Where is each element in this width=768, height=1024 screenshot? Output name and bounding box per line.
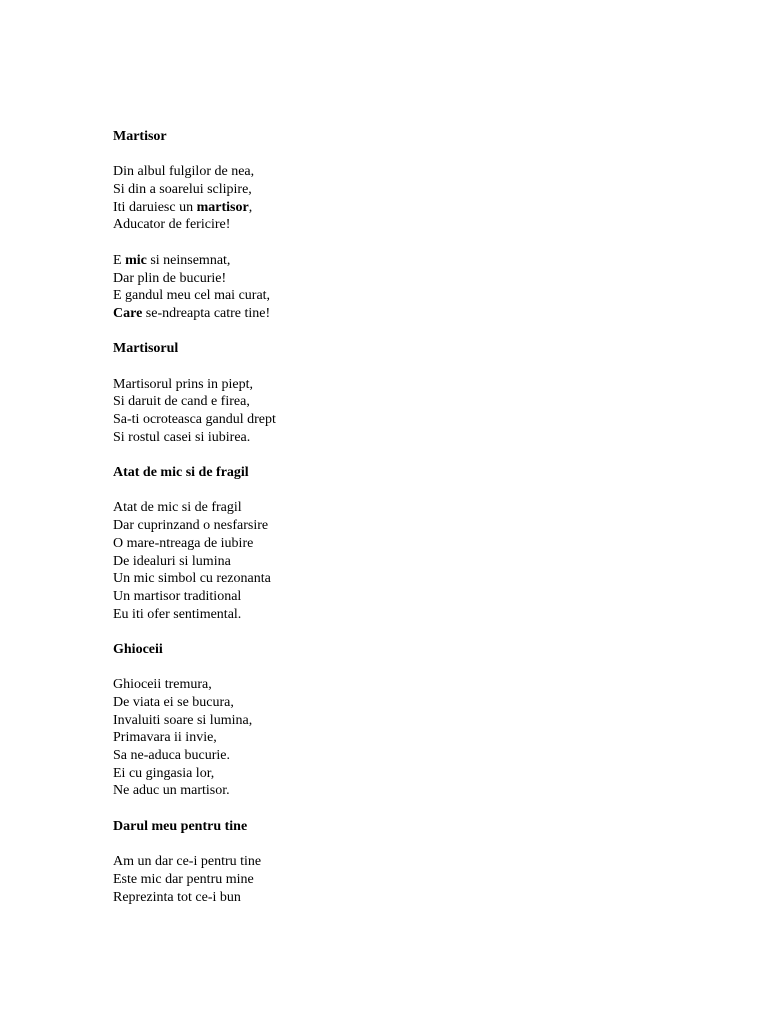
verse-text: Primavara ii invie, [113,730,217,746]
verse-line [113,747,673,765]
verse-line [113,181,673,199]
verse-text: Eu iti ofer sentimental. [113,606,242,622]
verse-text: , [248,199,253,215]
verse-text: De viata ei se bucura, [113,695,234,710]
verse-text: Sa-ti ocroteasca gandul drept [113,412,276,427]
verse-text: Sa ne-aduca bucurie. [113,748,230,764]
verse-text: se-ndreapta catre tine! [142,305,271,321]
verse-line [113,287,673,305]
verse-line [113,588,673,606]
verse-text: Iti daruiesc un [113,199,197,215]
verse-text: Ghioceii tremura, [113,677,212,693]
verse-text: Ne aduc un martisor. [113,783,230,799]
blank-line [113,623,673,641]
verse-line [113,729,673,747]
stanza [113,499,673,623]
verse-text: Ei cu gingasia lor, [113,765,215,781]
poem [113,128,673,323]
verse-line [113,694,673,712]
poem-title: Darul meu pentru tine [113,818,248,834]
verse-text: Un mic simbol cu rezonanta [113,571,271,587]
verse-text: Si rostul casei si iubirea. [113,429,251,445]
verse-text: Reprezinta tot ce-i bun [113,889,241,905]
poem-title: Atat de mic si de fragil [113,465,249,481]
verse-text: Si din a soarelui sclipire, [113,182,252,198]
stanza [113,163,673,234]
verse-line [113,252,673,270]
verse-line [113,871,673,889]
stanza [113,853,673,906]
verse-line [113,606,673,624]
poem [113,641,673,800]
stanza [113,252,673,323]
verse-text: Martisorul prins in piept, [113,376,253,392]
verse-text: si neinsemnat, [146,252,231,268]
verse-line [113,499,673,517]
verse-line [113,782,673,800]
verse-line [113,199,673,217]
verse-line [113,570,673,588]
verse-line [113,393,673,411]
verse-line [113,853,673,871]
verse-line [113,411,673,429]
verse-line [113,429,673,447]
verse-line [113,517,673,535]
verse-line [113,676,673,694]
poem-title: Ghioceii [113,641,163,657]
poem [113,340,673,446]
blank-line [113,323,673,341]
verse-text: Aducator de fericire! [113,217,231,233]
verse-text: Si daruit de cand e firea, [113,394,250,410]
verse-text: Am un dar ce-i pentru tine [113,854,262,870]
verse-line [113,535,673,553]
poem-collection [113,128,673,906]
verse-line [113,270,673,288]
verse-text: Dar cuprinzand o nesfarsire [113,518,269,534]
verse-text: Este mic dar pentru mine [113,871,254,887]
verse-text: Dar plin de bucurie! [113,270,227,286]
verse-text: Din albul fulgilor de nea, [113,164,255,180]
verse-text: E gandul meu cel mai curat, [113,288,271,304]
verse-line [113,712,673,730]
verse-text: De idealuri si lumina [113,553,231,569]
verse-line [113,305,673,323]
verse-emphasis: martisor [196,199,249,215]
stanza [113,676,673,800]
poem-title: Martisorul [113,341,179,357]
verse-line [113,216,673,234]
blank-line [113,800,673,818]
poem [113,464,673,623]
verse-text: Invaluiti soare si lumina, [113,712,253,728]
stanza [113,376,673,447]
poem [113,818,673,906]
verse-line [113,765,673,783]
verse-text: Atat de mic si de fragil [113,500,242,516]
poem-title: Martisor [113,129,167,144]
blank-line [113,446,673,464]
verse-text: Un martisor traditional [113,588,242,604]
verse-text: E [113,252,126,268]
verse-text: O mare-ntreaga de iubire [113,535,254,551]
verse-line [113,889,673,907]
verse-line [113,163,673,181]
verse-line [113,376,673,394]
verse-emphasis: mic [125,252,147,268]
verse-emphasis: Care [113,305,143,321]
verse-line [113,553,673,571]
